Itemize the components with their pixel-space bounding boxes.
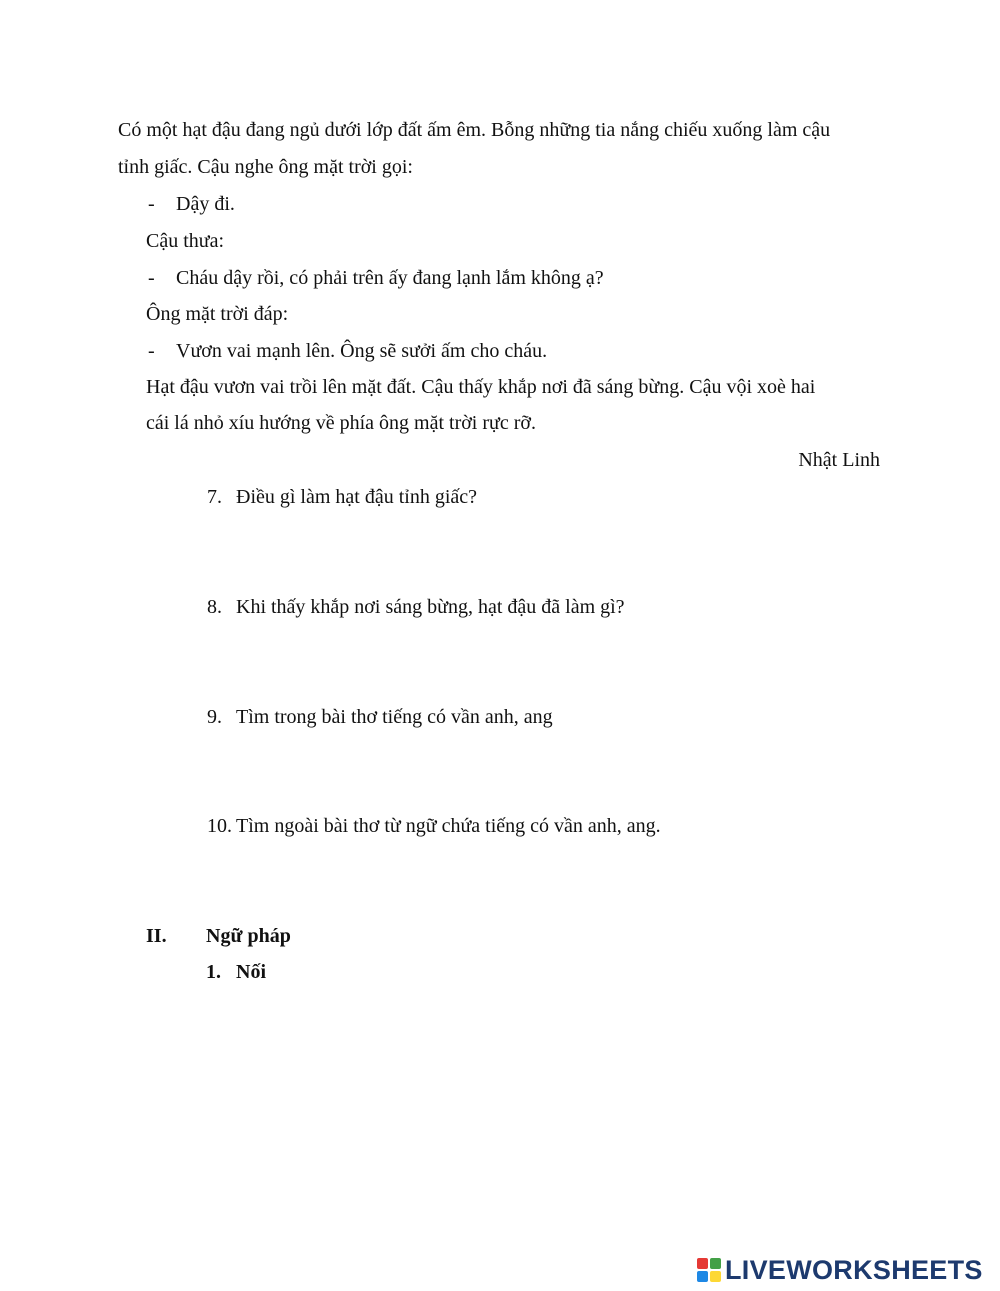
- brand-name: LIVEWORKSHEETS: [725, 1254, 983, 1285]
- question-text: Điều gì làm hạt đậu tỉnh giấc?: [236, 486, 478, 508]
- question-number: 8.: [207, 596, 222, 618]
- dialogue-line-1: Dậy đi.: [176, 193, 235, 215]
- passage-line-2: tỉnh giấc. Cậu nghe ông mặt trời gọi:: [118, 156, 413, 178]
- question-number: 7.: [207, 486, 222, 508]
- narration-line-2: Ông mặt trời đáp:: [146, 303, 289, 325]
- question-number: 10.: [207, 815, 232, 837]
- dialogue-dash: -: [148, 267, 155, 289]
- dialogue-dash: -: [148, 340, 155, 362]
- passage-line-3: Hạt đậu vươn vai trồi lên mặt đất. Cậu thấy khắp nơi đã sáng bừng. Cậu vội xoè hai: [146, 376, 816, 398]
- passage-line-4: cái lá nhỏ xíu hướng về phía ông mặt trời rực rỡ.: [146, 412, 536, 434]
- subsection-title: Nối: [236, 961, 266, 983]
- narration-line-1: Cậu thưa:: [146, 230, 225, 252]
- dialogue-line-2: Cháu dậy rồi, có phải trên ấy đang lạnh lắm không ạ?: [176, 267, 604, 289]
- question-text: Tìm ngoài bài thơ từ ngữ chứa tiếng có vần anh, ang.: [236, 815, 661, 837]
- liveworksheets-logo: [697, 1254, 983, 1286]
- passage-line-1: Có một hạt đậu đang ngủ dưới lớp đất ấm êm. Bỗng những tia nắng chiếu xuống làm cậu: [118, 119, 831, 141]
- section-number: II.: [146, 925, 167, 947]
- subsection-number: 1.: [206, 961, 221, 983]
- question-text: Tìm trong bài thơ tiếng có vần anh, ang: [236, 706, 553, 728]
- question-text: Khi thấy khắp nơi sáng bừng, hạt đậu đã làm gì?: [236, 596, 625, 618]
- question-number: 9.: [207, 706, 222, 728]
- section-title: Ngữ pháp: [206, 925, 291, 947]
- dialogue-line-3: Vươn vai mạnh lên. Ông sẽ sưởi ấm cho cháu.: [176, 340, 548, 362]
- liveworksheets-logo-icon: [697, 1258, 721, 1282]
- dialogue-dash: -: [148, 193, 155, 215]
- author-name: Nhật Linh: [798, 449, 880, 471]
